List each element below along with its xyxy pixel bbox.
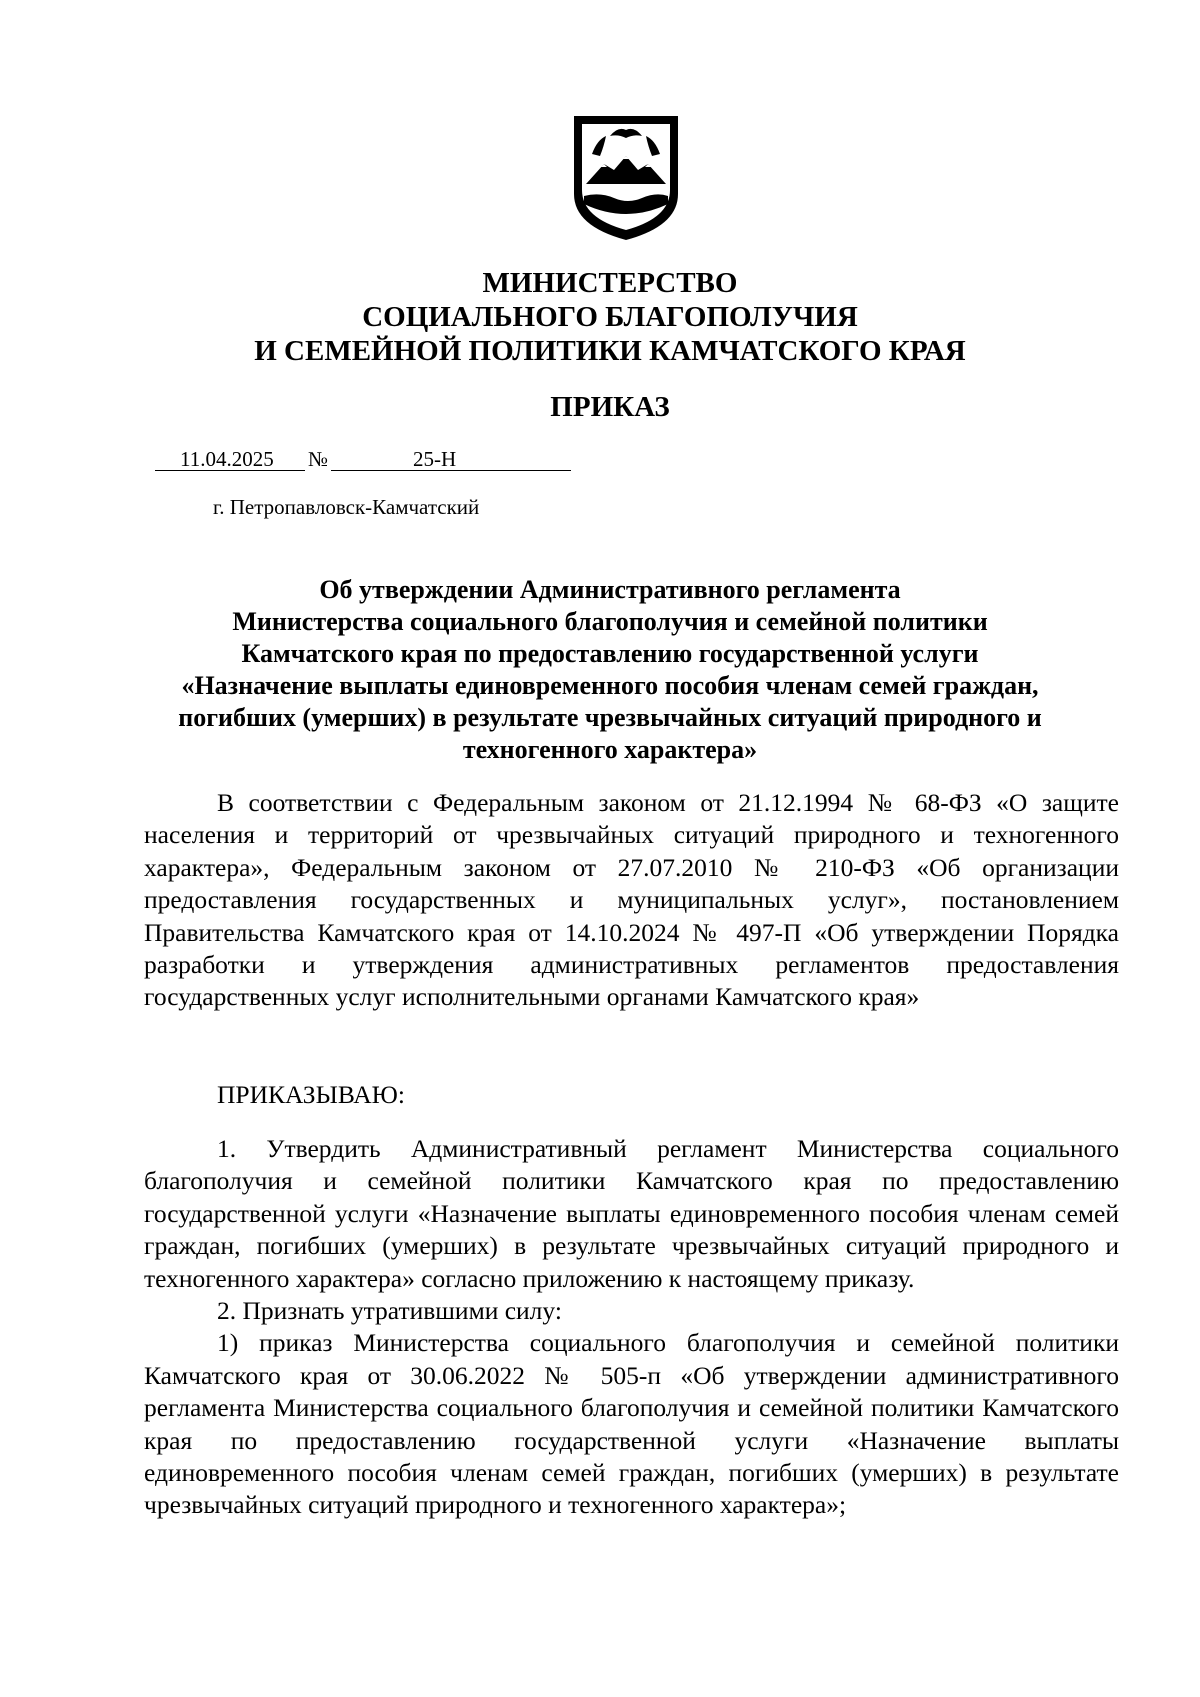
ministry-line: И СЕМЕЙНОЙ ПОЛИТИКИ КАМЧАТСКОГО КРАЯ xyxy=(254,335,966,367)
ministry-line: СОЦИАЛЬНОГО БЛАГОПОЛУЧИЯ xyxy=(362,301,858,333)
document-number: 25-Н xyxy=(413,447,457,471)
order-word: ПРИКАЗЫВАЮ: xyxy=(217,1080,405,1109)
subject-line: «Назначение выплаты единовременного пособия членам семей граждан, xyxy=(181,671,1039,700)
subject-line: Министерства социального благополучия и семейной политики xyxy=(232,607,988,636)
order-item: 1. Утвердить Административный регламент Министерства социального благополучия и семейной политики Камчатского края по предоставлению государственной услуги «Назначение выплаты единовременного пособия членам семей граждан, погибших (умерших) в результате чрезвычайных ситуаций природного и техногенного характера» согласно приложению к настоящему приказу. xyxy=(144,1134,1119,1293)
order-items xyxy=(144,1133,1119,1522)
ministry-line: МИНИСТЕРСТВО xyxy=(482,267,738,299)
number-label: № xyxy=(308,447,329,471)
document-subject xyxy=(130,574,1090,766)
order-item: 2. Признать утратившими силу: xyxy=(217,1296,562,1326)
subject-line: погибших (умерших) в результате чрезвычайных ситуаций природного и xyxy=(178,703,1042,732)
city: г. Петропавловск-Камчатский xyxy=(213,495,480,519)
preamble-paragraph: В соответствии с Федеральным законом от 21.12.1994 № 68-ФЗ «О защите населения и территорий от чрезвычайных ситуаций природного и техногенного характера», Федеральным законом от 27.07.2010 № 210-ФЗ «Об организации предоставления государственных и муниципальных услуг», постановлением Правительства Камчатского края от 14.10.2024 № 497-П «Об утверждении Порядка разработки и утверждения административных регламентов предоставления государственных услуг исполнительными органами Камчатского края» xyxy=(144,788,1119,1012)
order-item: 1) приказ Министерства социального благополучия и семейной политики Камчатского края от 30.06.2022 № 505-п «Об утверждении административного регламента Министерства социального благополучия и семейной политики Камчатского края по предоставлению государственной услуги «Назначение выплаты единовременного пособия членам семей граждан, погибших (умерших) в результате чрезвычайных ситуаций природного и техногенного характера»; xyxy=(144,1328,1119,1520)
preamble-block xyxy=(144,787,1119,1014)
subject-line: Об утверждении Административного регламента xyxy=(319,575,901,604)
ministry-name xyxy=(180,266,1040,368)
subject-line: техногенного характера» xyxy=(462,735,758,764)
subject-line: Камчатского края по предоставлению государственной услуги xyxy=(241,639,979,668)
document-type: ПРИКАЗ xyxy=(550,391,670,423)
kamchatka-coat-of-arms-icon xyxy=(570,112,682,242)
document-date: 11.04.2025 xyxy=(180,447,274,471)
